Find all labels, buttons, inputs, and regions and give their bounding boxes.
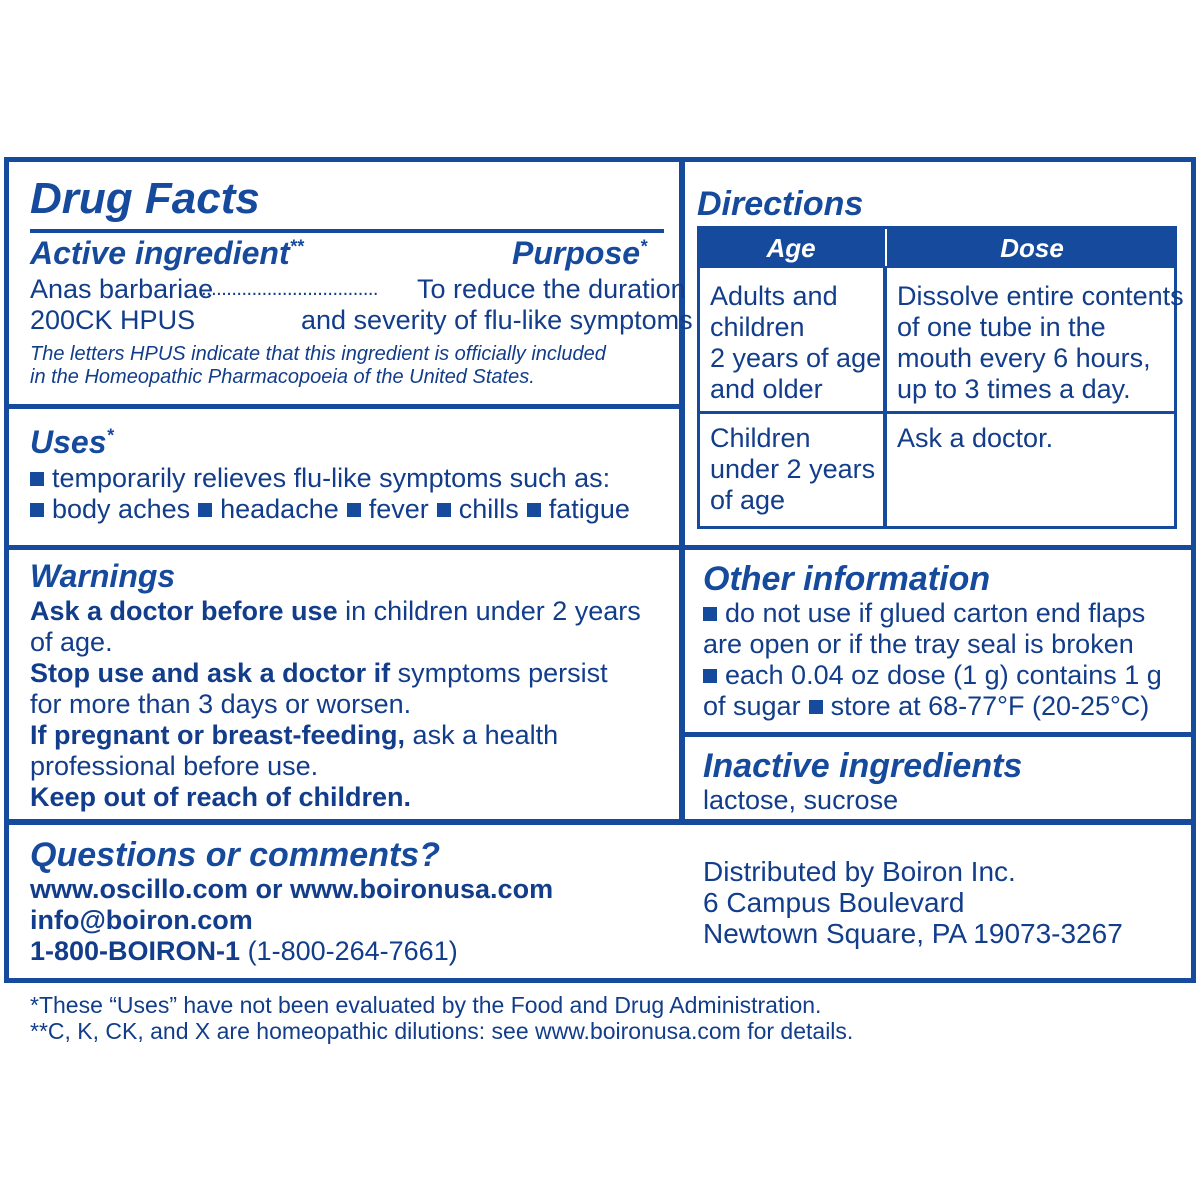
- purpose-heading: [512, 235, 647, 272]
- warning-1-text: in children under 2 years: [337, 596, 641, 626]
- warning-2-cont: for more than 3 days or worsen.: [30, 689, 412, 719]
- table-row-divider: [697, 411, 1177, 414]
- age-cell-line: and older: [710, 374, 823, 404]
- warning-3-cont: professional before use.: [30, 751, 319, 781]
- phone-numeric: (1-800-264-7661): [240, 936, 458, 966]
- other-info-line-2: are open or if the tray seal is broken: [703, 629, 1134, 659]
- bullet-icon: [809, 700, 823, 714]
- other-info-text: do not use if glued carton end flaps: [725, 598, 1146, 628]
- age-cell-1: [710, 281, 881, 405]
- bullet-icon: [527, 503, 541, 517]
- email-link[interactable]: info@boiron.com: [30, 905, 253, 935]
- distributor-line-2: 6 Campus Boulevard: [703, 887, 965, 918]
- distributor-line-3: Newtown Square, PA 19073-3267: [703, 918, 1123, 949]
- bullet-icon: [347, 503, 361, 517]
- drug-facts-title: Drug Facts: [30, 174, 260, 223]
- age-cell-line: Adults and: [710, 281, 838, 311]
- uses-line-2: [30, 494, 630, 525]
- age-cell-line: under 2 years: [710, 454, 876, 484]
- vertical-divider: [679, 160, 685, 822]
- age-cell-line: children: [710, 312, 805, 342]
- warning-3-text: ask a health: [405, 720, 559, 750]
- table-header-dose: Dose: [887, 228, 1177, 268]
- footnote-1: *These “Uses” have not been evaluated by the Food and Drug Administration.: [30, 992, 822, 1018]
- uses-heading: [30, 424, 114, 461]
- uses-marker: *: [106, 425, 114, 446]
- bullet-icon: [30, 503, 44, 517]
- bullet-icon: [703, 669, 717, 683]
- use-item: chills: [458, 494, 519, 524]
- divider-uses-warnings: [7, 545, 1193, 550]
- dose-cell-line: of one tube in the: [897, 312, 1106, 342]
- other-info-heading: Other information: [703, 560, 991, 598]
- uses-label: Uses: [30, 424, 107, 460]
- warning-3-bold: If pregnant or breast-feeding,: [30, 720, 406, 750]
- other-info-text: of sugar: [703, 691, 801, 721]
- other-info-line-4: [703, 691, 1149, 722]
- purpose-line-2: and severity of flu-like symptoms: [301, 305, 693, 335]
- warning-3: [30, 720, 558, 751]
- uses-line-1: [30, 463, 610, 494]
- distributor-line-1: Distributed by Boiron Inc.: [703, 856, 1016, 887]
- purpose-line-1: To reduce the duration: [417, 274, 686, 304]
- ingredient-name: Anas barbariae: [30, 274, 214, 304]
- use-item: headache: [220, 494, 339, 524]
- other-info-line-1: [703, 598, 1145, 629]
- warning-4: Keep out of reach of children.: [30, 782, 412, 812]
- websites-link[interactable]: www.oscillo.com or www.boironusa.com: [30, 874, 554, 904]
- warning-1-bold: Ask a doctor before use: [30, 596, 338, 626]
- purpose-marker: *: [640, 236, 648, 257]
- dose-cell-line: Ask a doctor.: [897, 423, 1054, 453]
- age-cell-line: 2 years of age: [710, 343, 882, 373]
- divider-active-uses: [7, 404, 680, 409]
- table-col-divider: [883, 266, 887, 529]
- bullet-icon: [437, 503, 451, 517]
- age-cell-line: of age: [710, 485, 786, 515]
- bullet-icon: [198, 503, 212, 517]
- warning-1-cont: of age.: [30, 627, 113, 657]
- warning-2-text: symptoms persist: [390, 658, 608, 688]
- use-item: fever: [368, 494, 429, 524]
- other-info-text: store at 68-77°F (20-25°C): [830, 691, 1150, 721]
- dose-cell-line: mouth every 6 hours,: [897, 343, 1151, 373]
- uses-intro: temporarily relieves flu-like symptoms such as:: [52, 463, 611, 493]
- other-info-text: each 0.04 oz dose (1 g) contains 1 g: [725, 660, 1162, 690]
- dose-cell-1: [897, 281, 1184, 405]
- dose-cell-line: up to 3 times a day.: [897, 374, 1131, 404]
- table-header-age: Age: [697, 228, 885, 268]
- divider-warnings-questions: [7, 819, 1193, 825]
- directions-heading: Directions: [697, 185, 864, 223]
- dose-cell-2: [897, 423, 1053, 454]
- warning-2-bold: Stop use and ask a doctor if: [30, 658, 391, 688]
- inactive-heading: Inactive ingredients: [703, 747, 1023, 785]
- bullet-icon: [30, 472, 44, 486]
- dose-cell-line: Dissolve entire contents: [897, 281, 1184, 311]
- ingredient-dilution: 200CK HPUS: [30, 305, 196, 335]
- divider-other-inactive: [682, 732, 1193, 737]
- inactive-text: lactose, sucrose: [703, 785, 899, 815]
- ingredient-dots: ...................................: [201, 278, 378, 300]
- warning-1: [30, 596, 641, 627]
- warnings-heading: Warnings: [30, 558, 176, 594]
- phone-line: [30, 936, 458, 967]
- age-cell-2: [710, 423, 875, 516]
- age-cell-line: Children: [710, 423, 811, 453]
- active-ingredient-heading: [30, 235, 304, 272]
- purpose-label: Purpose: [512, 235, 641, 271]
- use-item: fatigue: [548, 494, 630, 524]
- phone-bold[interactable]: 1-800-BOIRON-1: [30, 936, 241, 966]
- use-item: body aches: [52, 494, 191, 524]
- active-marker: **: [289, 236, 304, 257]
- warning-2: [30, 658, 608, 689]
- hpus-note-line-2: in the Homeopathic Pharmacopoeia of the United States.: [30, 366, 535, 388]
- questions-heading: Questions or comments?: [30, 836, 440, 874]
- footnote-2: **C, K, CK, and X are homeopathic dilutions: see www.boironusa.com for details.: [30, 1018, 854, 1044]
- title-rule: [30, 229, 664, 233]
- hpus-note-line-1: The letters HPUS indicate that this ingredient is officially included: [30, 343, 606, 365]
- active-ingredient-label: Active ingredient: [30, 235, 290, 271]
- bullet-icon: [703, 607, 717, 621]
- other-info-line-3: [703, 660, 1162, 691]
